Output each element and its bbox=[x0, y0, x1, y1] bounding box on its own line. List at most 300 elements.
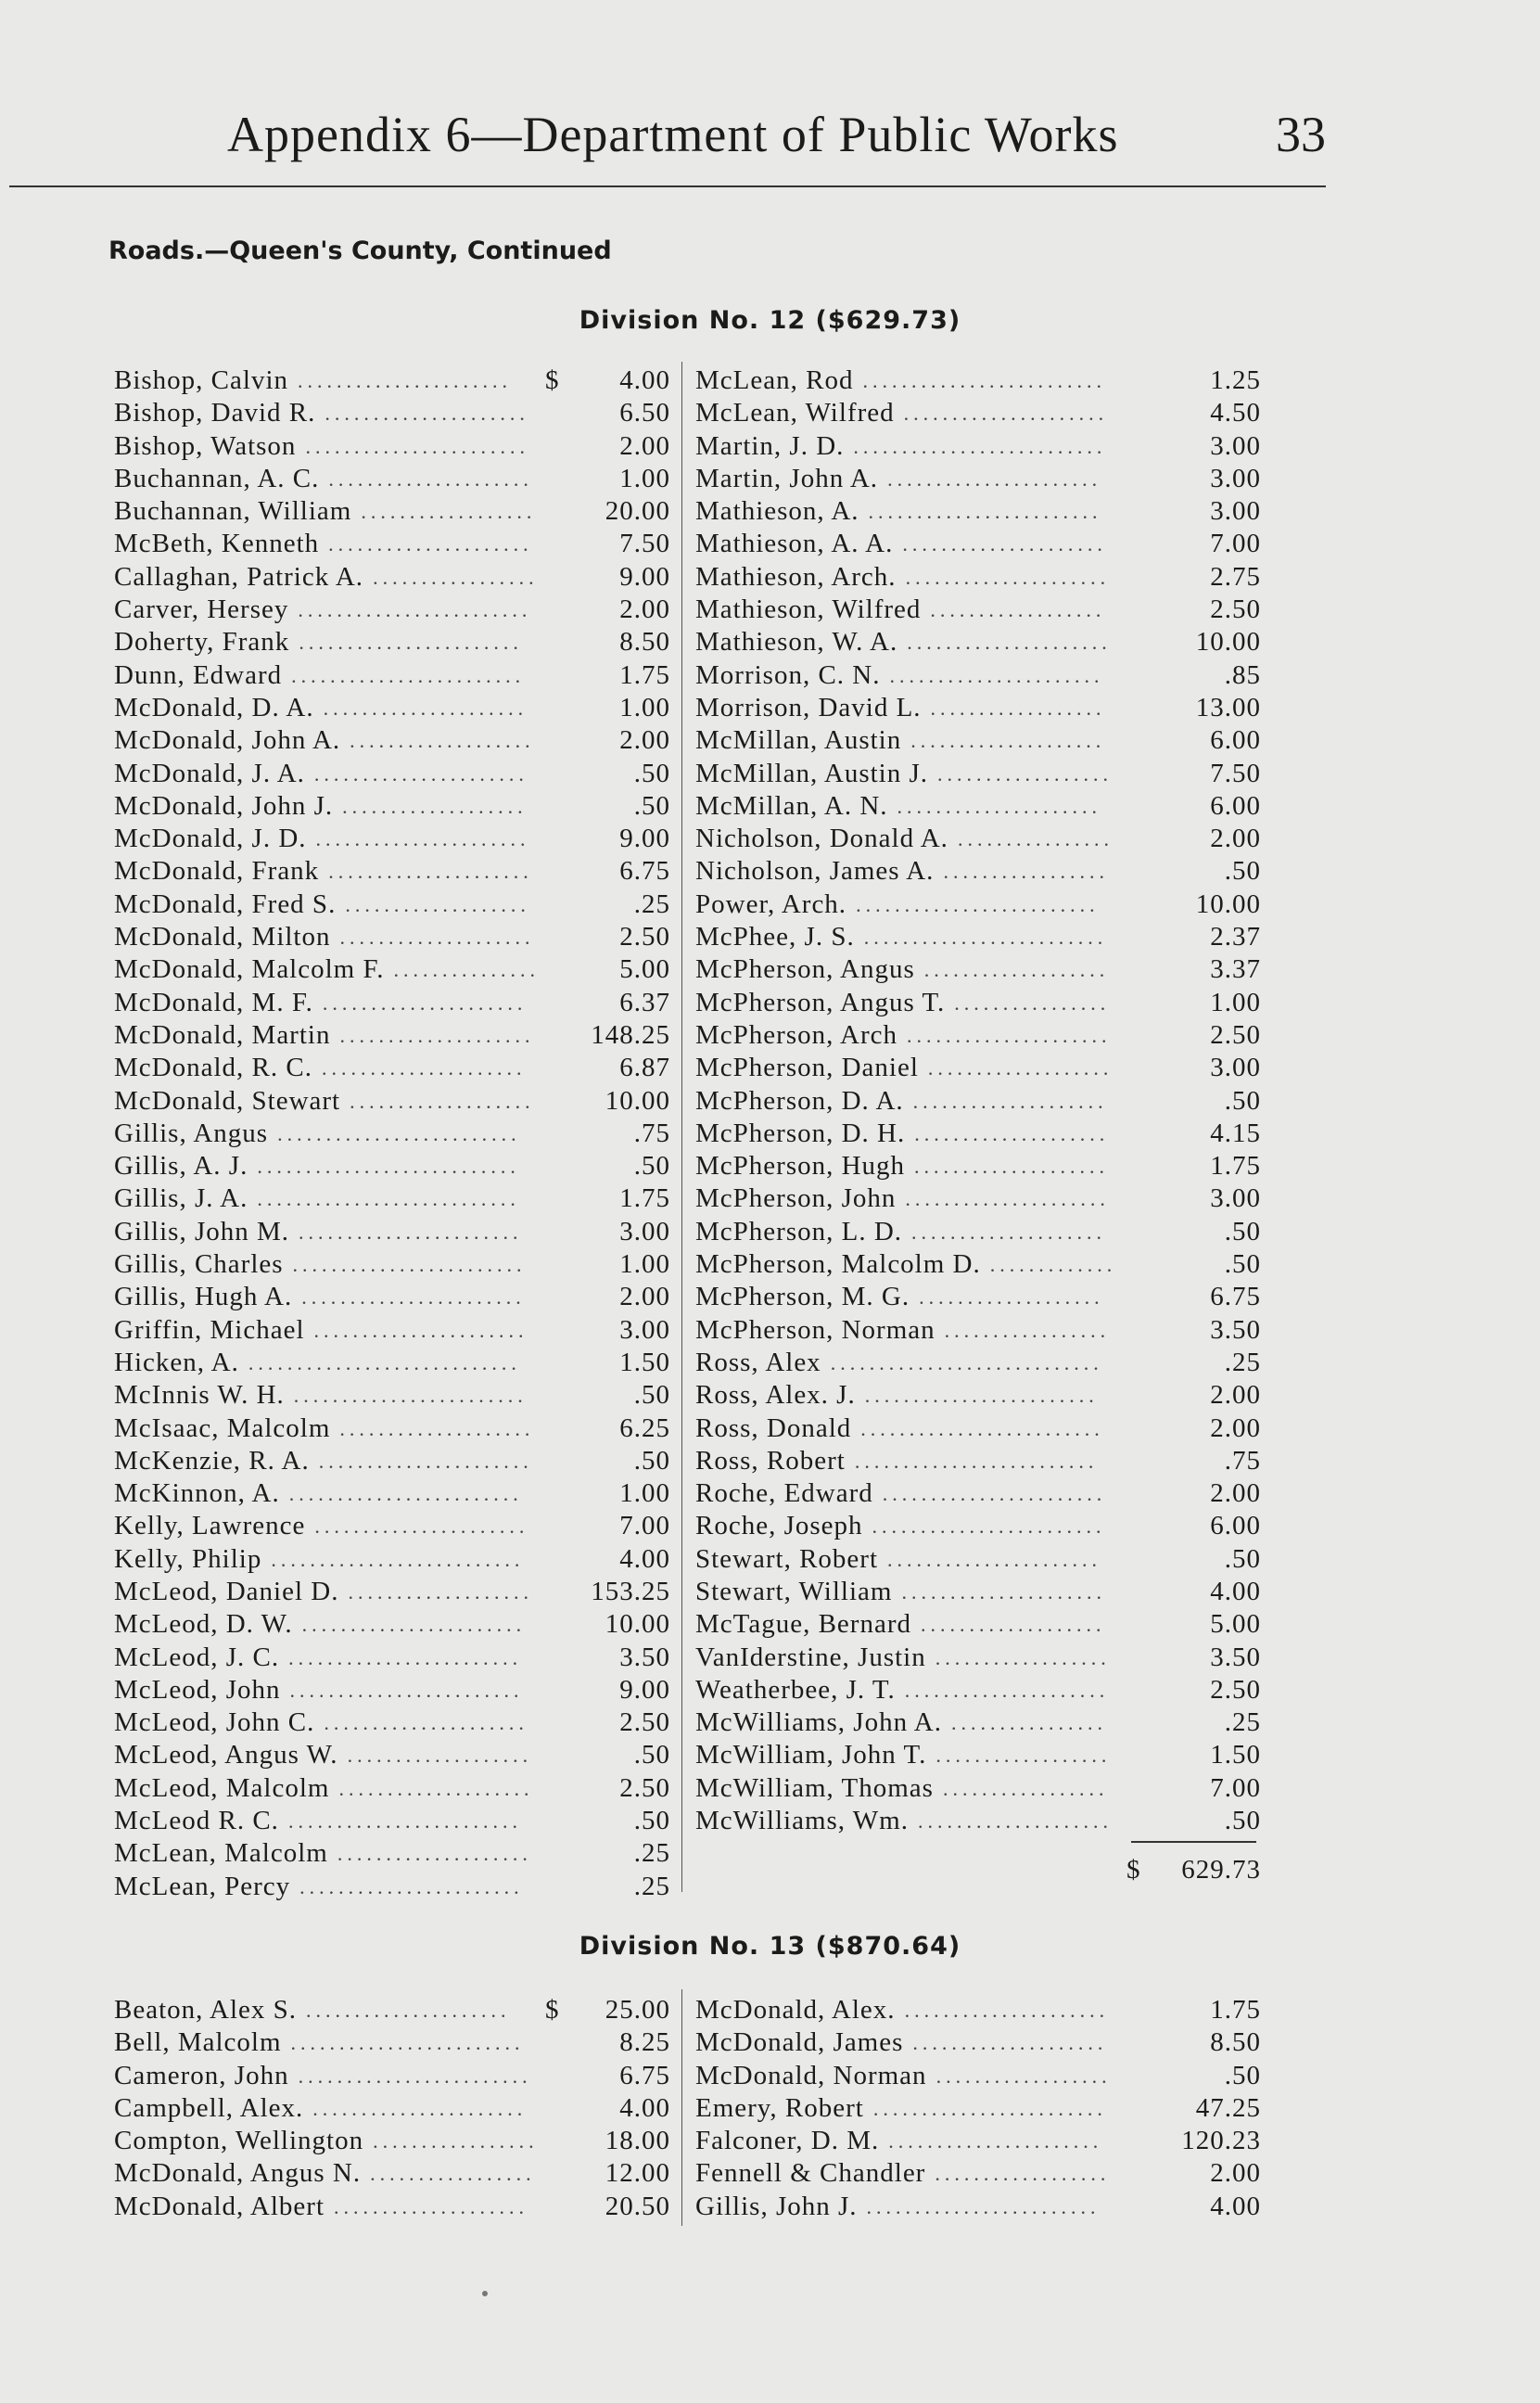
ledger-row bbox=[114, 2026, 670, 2059]
ledger-row bbox=[695, 2191, 1261, 2223]
ledger-amount: .50 bbox=[633, 1380, 670, 1411]
ledger-amount: 2.50 bbox=[1210, 1674, 1261, 1705]
ledger-row bbox=[114, 1543, 670, 1576]
ledger-name: Cameron, John bbox=[114, 2060, 289, 2090]
ledger-row bbox=[114, 692, 670, 724]
ledger-row bbox=[695, 1674, 1261, 1706]
ledger-row bbox=[114, 1150, 670, 1182]
ledger-amount: .50 bbox=[1224, 1216, 1261, 1246]
ledger-name: Gillis, J. A. bbox=[114, 1183, 248, 1214]
ledger-name: Martin, John A. bbox=[695, 463, 879, 493]
leader-dots: ..................... bbox=[906, 1023, 1112, 1047]
ledger-name: McPhee, J. S. bbox=[695, 922, 855, 952]
leader-dots: ........................... bbox=[257, 1187, 520, 1211]
ledger-row bbox=[695, 1052, 1261, 1084]
ledger-amount: 2.75 bbox=[1210, 561, 1261, 592]
ledger-row bbox=[114, 1871, 670, 1903]
division-13-left-column bbox=[114, 1994, 670, 2223]
ledger-amount: 3.50 bbox=[1210, 1642, 1261, 1672]
ledger-row bbox=[114, 921, 670, 953]
ledger-name: Beaton, Alex S. bbox=[114, 1995, 298, 2025]
ledger-row bbox=[695, 855, 1261, 888]
ledger-amount: 1.00 bbox=[619, 463, 670, 493]
ledger-row bbox=[114, 1837, 670, 1870]
leader-dots: .................... bbox=[334, 2194, 529, 2218]
ledger-name: Morrison, David L. bbox=[695, 692, 922, 722]
ledger-row bbox=[114, 561, 670, 594]
ledger-amount: 1.75 bbox=[1210, 1151, 1261, 1182]
ledger-row bbox=[695, 1805, 1261, 1837]
ledger-row bbox=[114, 1248, 670, 1281]
leader-dots: .................. bbox=[935, 2162, 1111, 2186]
ledger-name: McLeod, Daniel D. bbox=[114, 1576, 339, 1606]
ledger-amount: .25 bbox=[1224, 1347, 1261, 1377]
ledger-amount: .25 bbox=[1224, 1707, 1261, 1738]
ledger-row bbox=[695, 888, 1261, 921]
ledger-row bbox=[114, 1445, 670, 1477]
ledger-row bbox=[695, 1085, 1261, 1118]
ledger-name: McLeod, D. W. bbox=[114, 1609, 293, 1640]
ledger-row bbox=[114, 1019, 670, 1052]
ledger-amount: 3.00 bbox=[1210, 496, 1261, 527]
leader-dots: .......................... bbox=[271, 1547, 525, 1571]
leader-dots: .......................... bbox=[853, 434, 1107, 458]
leader-dots: ................... bbox=[350, 1089, 535, 1113]
ledger-row bbox=[695, 1412, 1261, 1445]
header-rule bbox=[9, 185, 1326, 187]
ledger-amount: 1.75 bbox=[619, 659, 670, 690]
ledger-name: McLeod, Malcolm bbox=[114, 1772, 330, 1803]
ledger-row bbox=[695, 1608, 1261, 1641]
ledger-row bbox=[114, 1085, 670, 1118]
ledger-row bbox=[114, 987, 670, 1019]
leader-dots: ..................... bbox=[323, 696, 528, 720]
ledger-name: Roche, Joseph bbox=[695, 1511, 863, 1541]
ledger-row bbox=[695, 1379, 1261, 1412]
ledger-name: Nicholson, Donald A. bbox=[695, 824, 948, 854]
ledger-name: McPherson, D. A. bbox=[695, 1085, 904, 1116]
ledger-name: McDonald, D. A. bbox=[114, 692, 314, 722]
ledger-name: McWilliam, Thomas bbox=[695, 1772, 934, 1803]
leader-dots: ......................... bbox=[856, 892, 1100, 916]
division-12-right-column bbox=[695, 364, 1261, 1837]
leader-dots: ........................ bbox=[872, 2096, 1107, 2120]
ledger-amount: 2.00 bbox=[619, 1282, 670, 1312]
ledger-amount: 13.00 bbox=[1195, 692, 1261, 722]
leader-dots: ....................... bbox=[882, 1482, 1107, 1506]
ledger-amount: 3.00 bbox=[619, 1216, 670, 1246]
leader-dots: ................... bbox=[923, 958, 1110, 982]
ledger-amount: 10.00 bbox=[605, 1085, 670, 1116]
leader-dots: .................... bbox=[339, 1416, 535, 1440]
ledger-amount: 1.00 bbox=[619, 1249, 670, 1280]
ledger-row bbox=[114, 953, 670, 986]
ledger-name: Stewart, William bbox=[695, 1576, 893, 1606]
ledger-row bbox=[114, 888, 670, 921]
ledger-amount: 2.00 bbox=[619, 594, 670, 625]
ledger-amount: 5.00 bbox=[619, 954, 670, 985]
ledger-amount: 4.00 bbox=[1210, 2191, 1261, 2221]
leader-dots: ......................... bbox=[277, 1121, 521, 1145]
ledger-amount: .85 bbox=[1224, 659, 1261, 690]
leader-dots: ..................... bbox=[904, 1999, 1110, 2022]
ledger-name: Gillis, Charles bbox=[114, 1249, 284, 1280]
ledger-amount: 2.00 bbox=[1210, 1380, 1261, 1411]
leader-dots: ...................... bbox=[887, 467, 1102, 491]
ledger-row bbox=[695, 1019, 1261, 1052]
leader-dots: .................... bbox=[912, 2031, 1108, 2055]
ledger-amount: 9.00 bbox=[619, 561, 670, 592]
ledger-row bbox=[695, 528, 1261, 560]
ledger-row bbox=[114, 495, 670, 528]
ledger-name: Power, Arch. bbox=[695, 888, 847, 919]
ledger-name: Gillis, John M. bbox=[114, 1216, 290, 1246]
page-number: 33 bbox=[1276, 107, 1326, 162]
ledger-name: McDonald, John A. bbox=[114, 725, 341, 756]
ledger-amount: 7.00 bbox=[619, 1511, 670, 1541]
ledger-amount: 8.25 bbox=[619, 2027, 670, 2058]
leader-dots: ................... bbox=[348, 1579, 533, 1604]
leader-dots: ..................... bbox=[328, 467, 533, 491]
ledger-name: McLean, Wilfred bbox=[695, 398, 895, 428]
leader-dots: .................. bbox=[937, 761, 1114, 786]
ledger-row bbox=[695, 953, 1261, 986]
leader-dots: ........................ bbox=[289, 1678, 524, 1702]
ledger-name: McWilliams, Wm. bbox=[695, 1806, 909, 1836]
ledger-name: McPherson, John bbox=[695, 1183, 897, 1214]
ledger-row bbox=[114, 1706, 670, 1739]
ledger-row bbox=[695, 1477, 1261, 1510]
leader-dots: .................. bbox=[930, 598, 1106, 622]
leader-dots: ........................ bbox=[287, 1809, 522, 1834]
leader-dots: ............... bbox=[393, 958, 541, 982]
ledger-name: McDonald, J. D. bbox=[114, 824, 307, 854]
column-divider bbox=[681, 1989, 682, 2226]
ledger-row bbox=[114, 463, 670, 495]
ledger-row bbox=[695, 495, 1261, 528]
ledger-row bbox=[114, 1281, 670, 1313]
ledger-amount: .50 bbox=[633, 790, 670, 821]
leader-dots: ........................ bbox=[291, 663, 526, 687]
ledger-name: McWilliam, John T. bbox=[695, 1740, 927, 1770]
dollar-sign: $ bbox=[545, 1995, 560, 2025]
ledger-name: McKinnon, A. bbox=[114, 1478, 280, 1509]
ledger-amount: .50 bbox=[633, 758, 670, 788]
ledger-name: McPherson, Norman bbox=[695, 1314, 935, 1345]
leader-dots: ................... bbox=[345, 892, 530, 916]
leader-dots: ....................... bbox=[299, 631, 523, 655]
column-divider bbox=[681, 362, 682, 1892]
leader-dots: ....................... bbox=[301, 1285, 526, 1310]
ledger-row bbox=[114, 855, 670, 888]
leader-dots: ...................... bbox=[888, 2129, 1103, 2154]
ledger-row bbox=[695, 430, 1261, 463]
ledger-row bbox=[695, 921, 1261, 953]
ledger-name: McLeod, John C. bbox=[114, 1707, 315, 1738]
leader-dots: ................. bbox=[942, 1776, 1109, 1800]
ledger-amount: 3.00 bbox=[1210, 1183, 1261, 1214]
leader-dots: ................... bbox=[927, 1056, 1114, 1080]
ledger-name: VanIderstine, Justin bbox=[695, 1642, 926, 1672]
ledger-name: McDonald, Albert bbox=[114, 2191, 325, 2221]
leader-dots: ....................... bbox=[301, 1613, 527, 1637]
ledger-name: McDonald, Martin bbox=[114, 1019, 331, 1050]
ledger-name: McDonald, J. A. bbox=[114, 758, 305, 788]
ledger-amount: 2.00 bbox=[1210, 2158, 1261, 2189]
leader-dots: ................... bbox=[921, 1613, 1106, 1637]
ledger-row bbox=[695, 1543, 1261, 1576]
ledger-amount: 1.50 bbox=[1210, 1740, 1261, 1770]
ledger-amount: 6.75 bbox=[1210, 1282, 1261, 1312]
ledger-row bbox=[114, 823, 670, 855]
ledger-row bbox=[695, 1994, 1261, 2026]
ledger-row bbox=[695, 1576, 1261, 1608]
ledger-amount: 2.50 bbox=[619, 1772, 670, 1803]
leader-dots: ..................... bbox=[905, 565, 1111, 589]
ledger-row bbox=[695, 1706, 1261, 1739]
ledger-row bbox=[114, 1805, 670, 1837]
ledger-amount: 25.00 bbox=[605, 1995, 670, 2025]
leader-dots: ................. bbox=[943, 860, 1109, 884]
running-title: Appendix 6—Department of Public Works bbox=[227, 107, 1119, 162]
ledger-amount: .50 bbox=[1224, 1249, 1261, 1280]
ledger-row bbox=[695, 1314, 1261, 1347]
ledger-name: Ross, Alex. J. bbox=[695, 1380, 856, 1411]
leader-dots: ................... bbox=[347, 1744, 533, 1768]
ledger-amount: 6.87 bbox=[619, 1053, 670, 1083]
ledger-row bbox=[114, 1739, 670, 1771]
ledger-row bbox=[114, 2092, 670, 2125]
leader-dots: .................. bbox=[935, 1744, 1112, 1768]
ledger-amount: 2.50 bbox=[619, 922, 670, 952]
ledger-row bbox=[114, 724, 670, 757]
ledger-name: Bishop, Calvin bbox=[114, 365, 289, 395]
ledger-name: McDonald, R. C. bbox=[114, 1053, 312, 1083]
ledger-amount: 6.00 bbox=[1210, 790, 1261, 821]
ledger-row bbox=[114, 1576, 670, 1608]
ledger-row bbox=[114, 1347, 670, 1379]
ledger-amount: 3.00 bbox=[619, 1314, 670, 1345]
ledger-name: McDonald, John J. bbox=[114, 790, 334, 821]
leader-dots: ......................... bbox=[854, 1449, 1099, 1473]
leader-dots: ...................... bbox=[318, 1449, 533, 1473]
ledger-name: McMillan, Austin bbox=[695, 725, 902, 756]
ledger-name: Ross, Donald bbox=[695, 1412, 852, 1443]
total-dollar-sign: $ bbox=[1126, 1855, 1141, 1885]
ledger-amount: 3.00 bbox=[1210, 1053, 1261, 1083]
leader-dots: .................. bbox=[361, 500, 537, 524]
ledger-name: Gillis, A. J. bbox=[114, 1151, 248, 1182]
ledger-amount: .50 bbox=[1224, 2060, 1261, 2090]
ledger-name: McPherson, D. H. bbox=[695, 1118, 906, 1148]
ledger-row bbox=[114, 2191, 670, 2223]
leader-dots: ...................... bbox=[314, 1515, 529, 1539]
leader-dots: ...................... bbox=[313, 1318, 528, 1342]
ledger-row bbox=[114, 2157, 670, 2190]
leader-dots: .................... bbox=[339, 926, 535, 950]
ledger-row bbox=[695, 1248, 1261, 1281]
ledger-name: Gillis, John J. bbox=[695, 2191, 858, 2221]
division-12-left-column bbox=[114, 364, 670, 1903]
leader-dots: ...................... bbox=[887, 1547, 1102, 1571]
ledger-name: McLean, Rod bbox=[695, 365, 854, 395]
ledger-amount: 2.00 bbox=[1210, 824, 1261, 854]
leader-dots: ................ bbox=[950, 1711, 1107, 1735]
ledger-name: McPherson, Angus T. bbox=[695, 987, 946, 1017]
ledger-amount: 4.00 bbox=[619, 365, 670, 395]
leader-dots: ...................... bbox=[889, 663, 1104, 687]
leader-dots: ..................... bbox=[321, 1056, 527, 1080]
leader-dots: .................... bbox=[911, 1220, 1107, 1244]
ledger-amount: 1.25 bbox=[1210, 365, 1261, 395]
leader-dots: ............................ bbox=[248, 1350, 521, 1374]
ledger-amount: .25 bbox=[633, 1871, 670, 1901]
ledger-name: Stewart, Robert bbox=[695, 1543, 879, 1574]
leader-dots: ...................... bbox=[312, 2096, 528, 2120]
leader-dots: ..................... bbox=[897, 794, 1102, 818]
ledger-amount: 148.25 bbox=[591, 1019, 670, 1050]
ledger-name: McDonald, James bbox=[695, 2027, 904, 2058]
ledger-name: Ross, Robert bbox=[695, 1445, 846, 1476]
leader-dots: ........................... bbox=[257, 1155, 520, 1179]
ledger-row bbox=[114, 2125, 670, 2157]
leader-dots: ..................... bbox=[904, 1678, 1110, 1702]
leader-dots: ....................... bbox=[305, 434, 529, 458]
ledger-name: McLeod R. C. bbox=[114, 1806, 279, 1836]
ledger-amount: 8.50 bbox=[1210, 2027, 1261, 2058]
ledger-name: Morrison, C. N. bbox=[695, 659, 881, 690]
ledger-row bbox=[114, 430, 670, 463]
leader-dots: ......................... bbox=[863, 926, 1108, 950]
ledger-row bbox=[114, 1608, 670, 1641]
ledger-row bbox=[695, 790, 1261, 823]
ledger-name: Gillis, Angus bbox=[114, 1118, 269, 1148]
ledger-name: Roche, Edward bbox=[695, 1478, 873, 1509]
ledger-name: McDonald, Norman bbox=[695, 2060, 927, 2090]
ledger-amount: 6.37 bbox=[619, 987, 670, 1017]
ledger-row bbox=[695, 364, 1261, 397]
ledger-name: Dunn, Edward bbox=[114, 659, 283, 690]
ledger-row bbox=[695, 1739, 1261, 1771]
ledger-row bbox=[695, 1150, 1261, 1182]
ledger-row bbox=[114, 790, 670, 823]
ledger-row bbox=[695, 397, 1261, 429]
ledger-amount: 153.25 bbox=[591, 1576, 670, 1606]
leader-dots: ..................... bbox=[907, 631, 1112, 655]
ledger-amount: 20.00 bbox=[605, 496, 670, 527]
ledger-name: McDonald, Stewart bbox=[114, 1085, 341, 1116]
ledger-amount: 6.50 bbox=[619, 398, 670, 428]
leader-dots: ........................ bbox=[866, 2194, 1101, 2218]
ledger-name: McInnis W. H. bbox=[114, 1380, 285, 1411]
ledger-amount: .50 bbox=[633, 1806, 670, 1836]
ledger-row bbox=[695, 1281, 1261, 1313]
leader-dots: ....................... bbox=[299, 1874, 524, 1898]
leader-dots: .................... bbox=[917, 1809, 1113, 1834]
leader-dots: .................... bbox=[910, 729, 1106, 753]
division-12-title: Division No. 12 ($629.73) bbox=[579, 306, 961, 335]
ledger-name: McPherson, Arch bbox=[695, 1019, 897, 1050]
ledger-row bbox=[114, 1314, 670, 1347]
ledger-row bbox=[695, 561, 1261, 594]
leader-dots: ................... bbox=[342, 794, 528, 818]
ledger-amount: 7.00 bbox=[1210, 529, 1261, 559]
leader-dots: .................... bbox=[339, 1023, 535, 1047]
leader-dots: .................. bbox=[935, 2064, 1112, 2088]
ledger-name: Hicken, A. bbox=[114, 1347, 239, 1377]
ledger-row bbox=[695, 758, 1261, 790]
ledger-amount: 2.00 bbox=[619, 725, 670, 756]
ledger-amount: .75 bbox=[633, 1118, 670, 1148]
ledger-amount: 3.50 bbox=[1210, 1314, 1261, 1345]
leader-dots: ................. bbox=[944, 1318, 1111, 1342]
ledger-name: Buchannan, A. C. bbox=[114, 463, 320, 493]
ledger-amount: 10.00 bbox=[605, 1609, 670, 1640]
ledger-name: McBeth, Kenneth bbox=[114, 529, 320, 559]
ledger-amount: 3.00 bbox=[1210, 430, 1261, 461]
ledger-amount: 20.50 bbox=[605, 2191, 670, 2221]
ledger-amount: .50 bbox=[633, 1445, 670, 1476]
ledger-name: Falconer, D. M. bbox=[695, 2126, 880, 2156]
ledger-row bbox=[114, 626, 670, 658]
ledger-name: Kelly, Lawrence bbox=[114, 1511, 306, 1541]
ledger-amount: 4.00 bbox=[619, 1543, 670, 1574]
ledger-name: Kelly, Philip bbox=[114, 1543, 262, 1574]
ledger-row bbox=[114, 1674, 670, 1706]
ledger-amount: 10.00 bbox=[1195, 627, 1261, 658]
leader-dots: ............................ bbox=[830, 1350, 1103, 1374]
ledger-row bbox=[695, 2125, 1261, 2157]
leader-dots: ........................ bbox=[298, 2064, 532, 2088]
ledger-name: McLean, Percy bbox=[114, 1871, 291, 1901]
leader-dots: ................... bbox=[919, 1285, 1104, 1310]
ledger-name: McIsaac, Malcolm bbox=[114, 1412, 331, 1443]
ledger-amount: 2.00 bbox=[1210, 1412, 1261, 1443]
ledger-row bbox=[114, 1216, 670, 1248]
ledger-name: Ross, Alex bbox=[695, 1347, 821, 1377]
ledger-name: Mathieson, A. A. bbox=[695, 529, 894, 559]
leader-dots: ................. bbox=[373, 2129, 539, 2154]
leader-dots: ...................... bbox=[315, 827, 530, 851]
ledger-amount: 4.50 bbox=[1210, 398, 1261, 428]
ledger-name: Buchannan, William bbox=[114, 496, 352, 527]
ledger-name: Campbell, Alex. bbox=[114, 2092, 304, 2123]
ledger-amount: 18.00 bbox=[605, 2126, 670, 2156]
ledger-name: Martin, J. D. bbox=[695, 430, 845, 461]
ledger-row bbox=[114, 397, 670, 429]
ledger-amount: 5.00 bbox=[1210, 1609, 1261, 1640]
leader-dots: ...................... bbox=[298, 369, 513, 392]
ledger-amount: 2.00 bbox=[619, 430, 670, 461]
ledger-name: McTague, Bernard bbox=[695, 1609, 911, 1640]
ledger-amount: 2.50 bbox=[619, 1707, 670, 1738]
ledger-name: Nicholson, James A. bbox=[695, 856, 935, 887]
division-13-title: Division No. 13 ($870.64) bbox=[579, 1932, 961, 1961]
ledger-amount: 9.00 bbox=[619, 1674, 670, 1705]
ledger-row bbox=[695, 692, 1261, 724]
ledger-name: Gillis, Hugh A. bbox=[114, 1282, 293, 1312]
leader-dots: ........................ bbox=[288, 1645, 523, 1669]
leader-dots: ..................... bbox=[905, 1187, 1110, 1211]
leader-dots: ........................ bbox=[298, 598, 532, 622]
ledger-row bbox=[695, 2060, 1261, 2092]
ledger-name: McLeod, John bbox=[114, 1674, 281, 1705]
ledger-name: McDonald, Milton bbox=[114, 922, 331, 952]
ledger-row bbox=[114, 2060, 670, 2092]
ledger-row bbox=[695, 2157, 1261, 2190]
ledger-amount: 6.00 bbox=[1210, 1511, 1261, 1541]
ledger-row bbox=[695, 1118, 1261, 1150]
